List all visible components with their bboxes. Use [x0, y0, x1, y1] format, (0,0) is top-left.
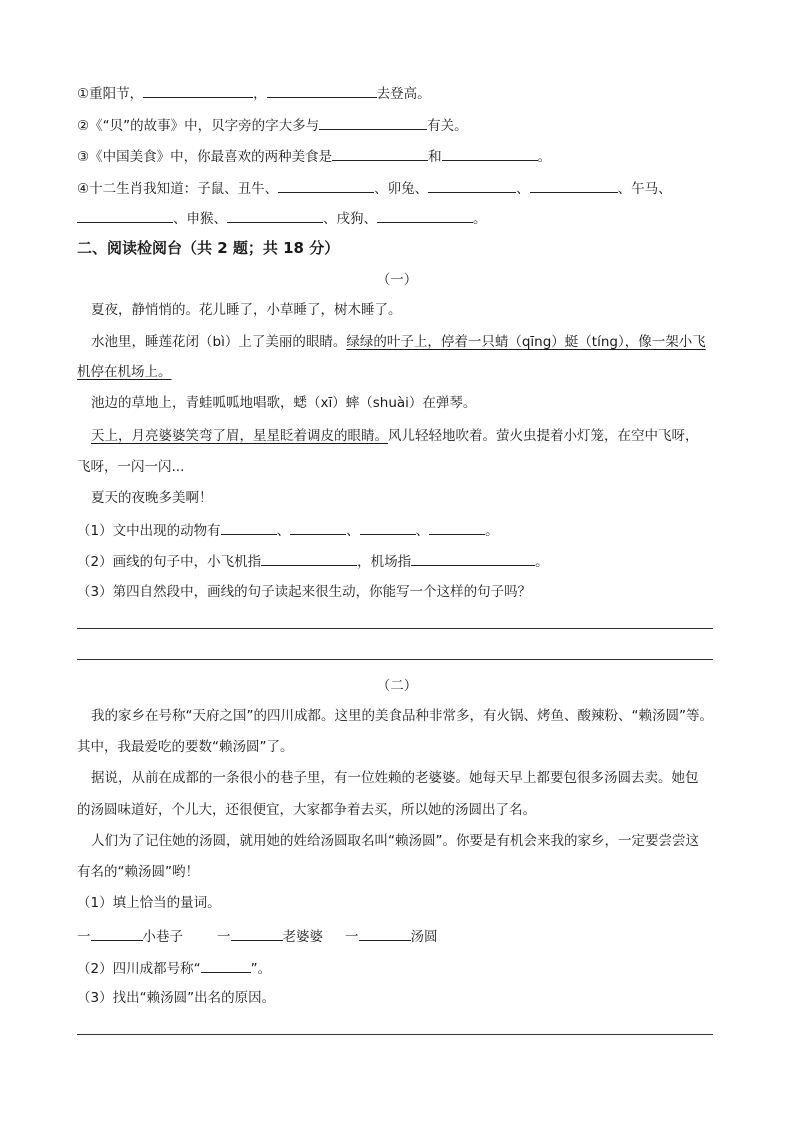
answer-blank[interactable] — [377, 207, 473, 223]
answer-blank[interactable] — [221, 519, 277, 535]
q4-sep2: 、 — [516, 181, 530, 197]
separator: 、 — [415, 523, 430, 539]
passage-1-paragraph-4 — [91, 426, 699, 446]
answer-blank[interactable] — [442, 145, 538, 161]
q3-end: 。 — [537, 149, 552, 165]
separator: 、 — [276, 523, 291, 539]
passage-1-question-3: （3）第四自然段中，画线的句子读起来很生动，你能写一个这样的句子吗？ — [77, 584, 532, 600]
q1-number: ① — [77, 86, 90, 102]
q3-text-a: 《中国美食》中，你最喜欢的两种美食是 — [89, 149, 333, 165]
answer-blank[interactable] — [143, 82, 253, 98]
passage-1-paragraph-3: 池边的草地上，青蛙呱呱地唱歌，蟋（xī）蟀（shuài）在弹琴。 — [91, 395, 477, 411]
mw-prefix: 一 — [77, 929, 91, 945]
period: 。 — [485, 523, 499, 539]
answer-blank[interactable] — [411, 550, 535, 566]
p2-text: 水池里，睡莲花闭（bì）上了美丽的眼睛。 — [91, 334, 347, 350]
q4-sep3: 、午马、 — [617, 181, 672, 197]
q4-line2-a: 、申猴、 — [173, 211, 227, 227]
answer-blank[interactable] — [290, 519, 346, 535]
question-end: ”。 — [250, 961, 272, 977]
question-text: （1）文中出现的动物有 — [77, 523, 221, 539]
passage-2-paragraph-3: 人们为了记住她的汤圆，就用她的姓给汤圆取名叫“赖汤圆”。你要是有机会来我的家乡，一定要尝尝这 — [91, 833, 699, 849]
question-text: （2）画线的句子中，小飞机指 — [77, 554, 262, 570]
section-heading: 二、阅读检阅台（共 2 题；共 18 分） — [77, 239, 340, 257]
answer-blank[interactable] — [319, 114, 427, 130]
fill-in-q4-line1 — [77, 177, 672, 199]
answer-blank[interactable] — [359, 925, 411, 941]
mw-noun-1: 小巷子 — [142, 929, 183, 945]
answer-line[interactable] — [77, 628, 713, 629]
fill-in-q2 — [77, 114, 468, 136]
mw-noun-2: 老婆婆 — [282, 929, 323, 945]
q4-sep1: 、卯兔、 — [374, 181, 429, 197]
q2-text-b: 有关。 — [427, 118, 468, 134]
answer-blank[interactable] — [231, 925, 283, 941]
passage-2-paragraph-3-cont: 有名的“赖汤圆”哟！ — [77, 864, 199, 880]
answer-blank[interactable] — [332, 145, 428, 161]
answer-blank[interactable] — [360, 519, 416, 535]
answer-blank[interactable] — [261, 550, 357, 566]
q3-mid: 和 — [428, 149, 442, 165]
mw-noun-3: 汤圆 — [410, 929, 438, 945]
passage-2-paragraph-2: 据说，从前在成都的一条很小的巷子里，有一位姓赖的老婆婆。她每天早上都要包很多汤圆去卖。她包 — [91, 770, 699, 786]
separator: 、 — [346, 523, 360, 539]
answer-line[interactable] — [77, 659, 713, 660]
passage-1-paragraph-1: 夏夜，静悄悄的。花儿睡了，小草睡了，树木睡了。 — [91, 302, 402, 318]
answer-blank[interactable] — [227, 207, 323, 223]
fill-in-q3 — [77, 145, 551, 167]
answer-line[interactable] — [77, 1034, 713, 1035]
answer-blank[interactable] — [278, 177, 374, 193]
underlined-sentence-cont: 机停在机场上。 — [77, 364, 172, 380]
mw-prefix: 一 — [217, 929, 231, 945]
fill-in-q4-line2 — [77, 207, 487, 229]
q4-number: ④ — [77, 181, 90, 197]
answer-blank[interactable] — [530, 177, 618, 193]
passage-1-label: （一） — [376, 272, 418, 288]
fill-in-q1 — [77, 82, 431, 104]
answer-blank[interactable] — [91, 925, 143, 941]
passage-1-paragraph-2 — [91, 332, 706, 352]
answer-blank[interactable] — [77, 207, 173, 223]
underlined-sentence: 绿绿的叶子上，停着一只蜻（qīng）蜓（tíng），像一架小飞 — [346, 334, 706, 350]
passage-2-question-1: （1）填上恰当的量词。 — [77, 895, 221, 911]
passage-2-paragraph-1-cont: 其中，我最爱吃的要数“赖汤圆”了。 — [77, 739, 294, 755]
underlined-sentence-2: 天上，月亮婆婆笑弯了眉，星星眨着调皮的眼睛。 — [91, 428, 388, 444]
question-text: （2）四川成都号称“ — [77, 961, 201, 977]
passage-1-paragraph-4-cont: 飞呀，一闪一闪... — [77, 459, 185, 475]
q2-number: ② — [77, 118, 90, 134]
measure-word-row — [77, 925, 438, 947]
passage-2-label: （二） — [376, 678, 418, 694]
passage-2-question-2 — [77, 957, 271, 979]
q1-sep: ， — [253, 86, 267, 102]
passage-1-question-2 — [77, 550, 549, 572]
answer-blank[interactable] — [429, 519, 485, 535]
q2-text-a: 《“贝”的故事》中，贝字旁的字大多与 — [89, 118, 320, 134]
answer-blank[interactable] — [267, 82, 377, 98]
q1-text-b: 去登高。 — [376, 86, 431, 102]
q1-text-a: 重阳节， — [89, 86, 144, 102]
answer-blank[interactable] — [201, 957, 251, 973]
mw-prefix: 一 — [345, 929, 359, 945]
q4-text-a: 十二生肖我知道：子鼠、丑牛、 — [89, 181, 279, 197]
p4-text: 风儿轻轻地吹着。萤火虫提着小灯笼，在空中飞呀， — [388, 428, 699, 444]
q4-line2-end: 。 — [473, 211, 487, 227]
passage-2-paragraph-2-cont: 的汤圆味道好，个儿大，还很便宜，大家都争着去买，所以她的汤圆出了名。 — [77, 802, 536, 818]
q4-line2-b: 、戌狗、 — [323, 211, 377, 227]
passage-1-question-1 — [77, 519, 499, 541]
q3-number: ③ — [77, 149, 90, 165]
question-text-b: ，机场指 — [357, 554, 412, 570]
passage-2-question-3: （3）找出“赖汤圆”出名的原因。 — [77, 990, 276, 1006]
answer-blank[interactable] — [428, 177, 516, 193]
passage-1-paragraph-2-cont — [77, 362, 172, 382]
passage-1-paragraph-5: 夏天的夜晚多美啊！ — [91, 490, 213, 506]
passage-2-paragraph-1: 我的家乡在号称“天府之国”的四川成都。这里的美食品种非常多，有火锅、烤鱼、酸辣粉、“赖汤圆”等。 — [91, 708, 713, 724]
period: 。 — [535, 554, 549, 570]
